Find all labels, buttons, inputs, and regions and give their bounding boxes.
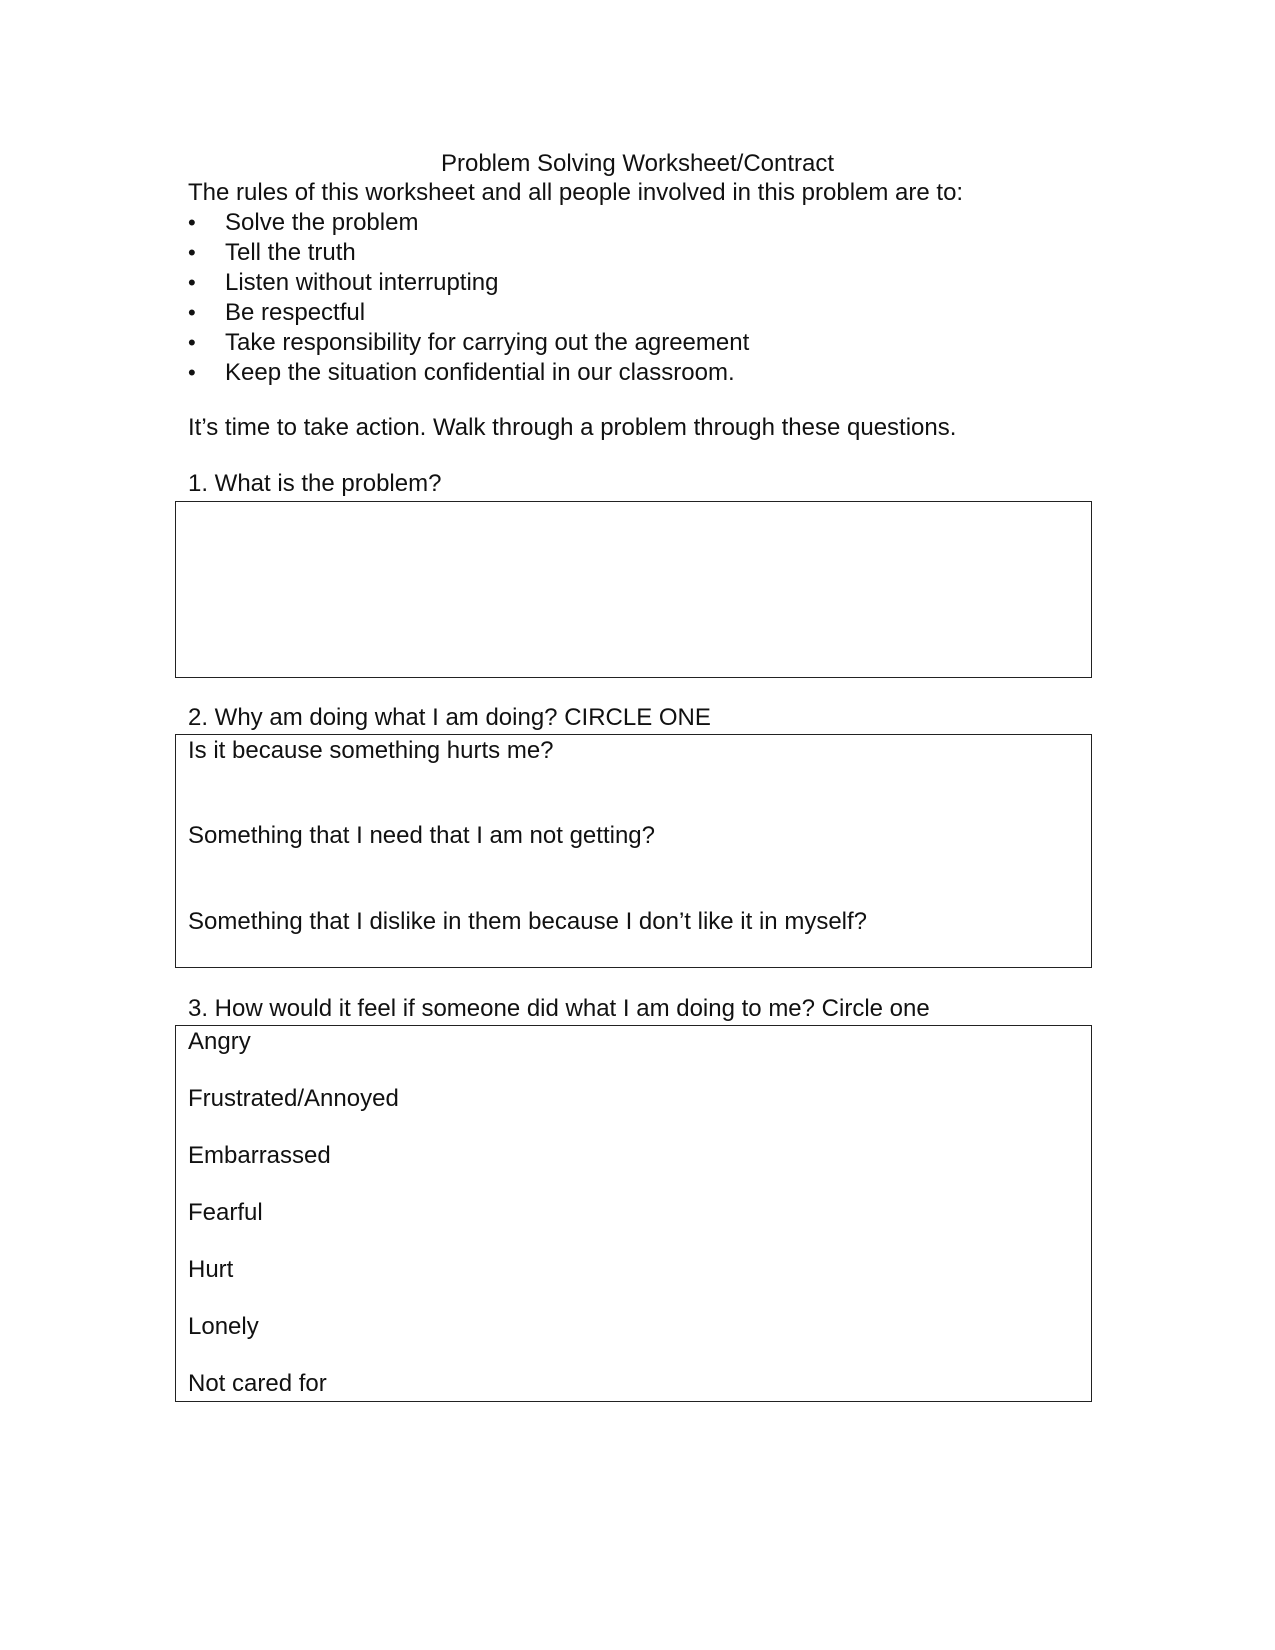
rule-item: Take responsibility for carrying out the agreement xyxy=(225,329,750,356)
bullet-icon: • xyxy=(188,300,196,325)
question-2-option[interactable]: Something that I need that I am not getting? xyxy=(188,822,655,849)
question-3-option[interactable]: Frustrated/Annoyed xyxy=(188,1085,399,1112)
rule-item: Be respectful xyxy=(225,299,366,326)
question-2-option[interactable]: Something that I dislike in them because I don’t like it in myself? xyxy=(188,908,868,935)
question-3-options-box xyxy=(175,1025,1092,1402)
question-3-option[interactable]: Hurt xyxy=(188,1256,234,1283)
rules-intro: The rules of this worksheet and all people involved in this problem are to: xyxy=(188,179,964,206)
action-instructions: It’s time to take action. Walk through a problem through these questions. xyxy=(188,414,957,441)
rule-item: Tell the truth xyxy=(225,239,356,266)
question-3-option[interactable]: Angry xyxy=(188,1028,251,1055)
question-1-answer-box[interactable] xyxy=(175,501,1092,678)
question-2-option[interactable]: Is it because something hurts me? xyxy=(188,737,554,764)
question-3-option[interactable]: Lonely xyxy=(188,1313,259,1340)
question-3-option[interactable]: Not cared for xyxy=(188,1370,327,1397)
question-3-option[interactable]: Fearful xyxy=(188,1199,263,1226)
bullet-icon: • xyxy=(188,330,196,355)
bullet-icon: • xyxy=(188,240,196,265)
question-3-label: 3. How would it feel if someone did what I am doing to me? Circle one xyxy=(188,995,930,1022)
question-2-label: 2. Why am doing what I am doing? CIRCLE ONE xyxy=(188,704,711,731)
question-3-option[interactable]: Embarrassed xyxy=(188,1142,331,1169)
bullet-icon: • xyxy=(188,270,196,295)
question-1-label: 1. What is the problem? xyxy=(188,470,442,497)
page-title: Problem Solving Worksheet/Contract xyxy=(440,150,835,177)
bullet-icon: • xyxy=(188,360,196,385)
rule-item: Listen without interrupting xyxy=(225,269,499,296)
rule-item: Keep the situation confidential in our classroom. xyxy=(225,359,735,386)
rule-item: Solve the problem xyxy=(225,209,419,236)
bullet-icon: • xyxy=(188,210,196,235)
